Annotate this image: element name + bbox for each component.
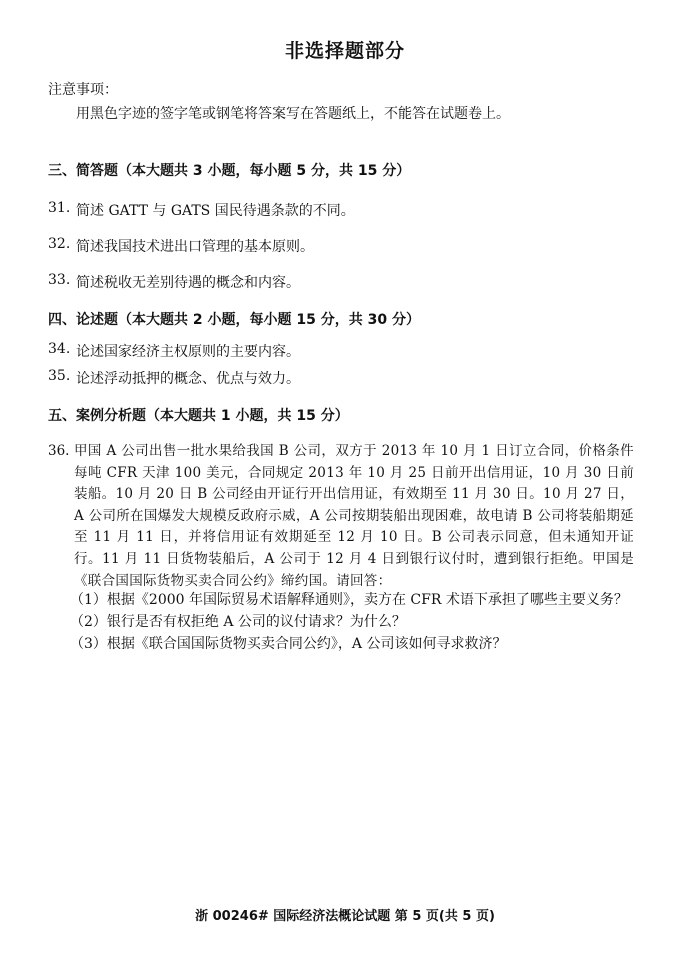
section-heading-case-analysis: 五、案例分析题（本大题共 1 小题，共 15 分） bbox=[48, 408, 349, 424]
question-text: 简述我国技术进出口管理的基本原则。 bbox=[76, 239, 314, 255]
section-heading-short-answer: 三、简答题（本大题共 3 小题，每小题 5 分，共 15 分） bbox=[48, 163, 411, 179]
sub-question: （2）银行是否有权拒绝 A 公司的议付请求？为什么？ bbox=[70, 614, 406, 630]
question-item bbox=[48, 368, 648, 388]
sub-question: （1）根据《2000 年国际贸易术语解释通则》，卖方在 CFR 术语下承担了哪些主要义务？ bbox=[70, 592, 628, 608]
page-footer: 浙 00246# 国际经济法概论试题 第 5 页(共 5 页) bbox=[195, 909, 495, 924]
question-number: 32. bbox=[48, 236, 71, 252]
question-number: 36. bbox=[48, 443, 70, 459]
question-item bbox=[48, 236, 648, 256]
notice-item: 用黑色字迹的签字笔或钢笔将答案写在答题纸上，不能答在试题卷上。 bbox=[76, 106, 510, 122]
question-text: 简述 GATT 与 GATS 国民待遇条款的不同。 bbox=[76, 203, 355, 219]
question-item bbox=[48, 272, 648, 292]
question-number: 35. bbox=[48, 368, 71, 384]
question-number: 31. bbox=[48, 200, 71, 216]
question-number: 33. bbox=[48, 272, 71, 288]
case-text: 甲国 A 公司出售一批水果给我国 B 公司，双方于 2013 年 10 月 1 日订立合同，价格条件每吨 CFR 天津 100 美元，合同规定 2013 年 10 月 25 日前开出信用证，10 月 30 日前装船。10 月 20 日 B 公司经由开证行开出信用证，有效期至 11 月 30 日。10 月 27 日，A 公司所在国爆发大规模反政府示威，A 公司按期装船出现困难，故电请 B 公司将装船期延至 11 月 11 日，并将信用证有效期延至 12 月 10 日。B 公司表示同意，但未通知开证行。11 月 11 日货物装船后，A 公司于 12 月 4 日到银行议付时，遭到银行拒绝。甲国是《联合国国际货物买卖合同公约》缔约国。请回答： bbox=[74, 443, 634, 589]
question-text: 论述国家经济主权原则的主要内容。 bbox=[76, 344, 300, 360]
question-text: 论述浮动抵押的概念、优点与效力。 bbox=[76, 371, 300, 387]
section-heading-essay: 四、论述题（本大题共 2 小题，每小题 15 分，共 30 分） bbox=[48, 312, 420, 328]
question-text: 简述税收无差别待遇的概念和内容。 bbox=[76, 275, 300, 291]
sub-question: （3）根据《联合国国际货物买卖合同公约》，A 公司该如何寻求救济？ bbox=[70, 636, 507, 652]
question-number: 34. bbox=[48, 341, 71, 357]
question-item bbox=[48, 341, 648, 361]
notice-label: 注意事项： bbox=[48, 82, 118, 98]
page-title: 非选择题部分 bbox=[284, 40, 405, 62]
question-item bbox=[48, 200, 648, 220]
